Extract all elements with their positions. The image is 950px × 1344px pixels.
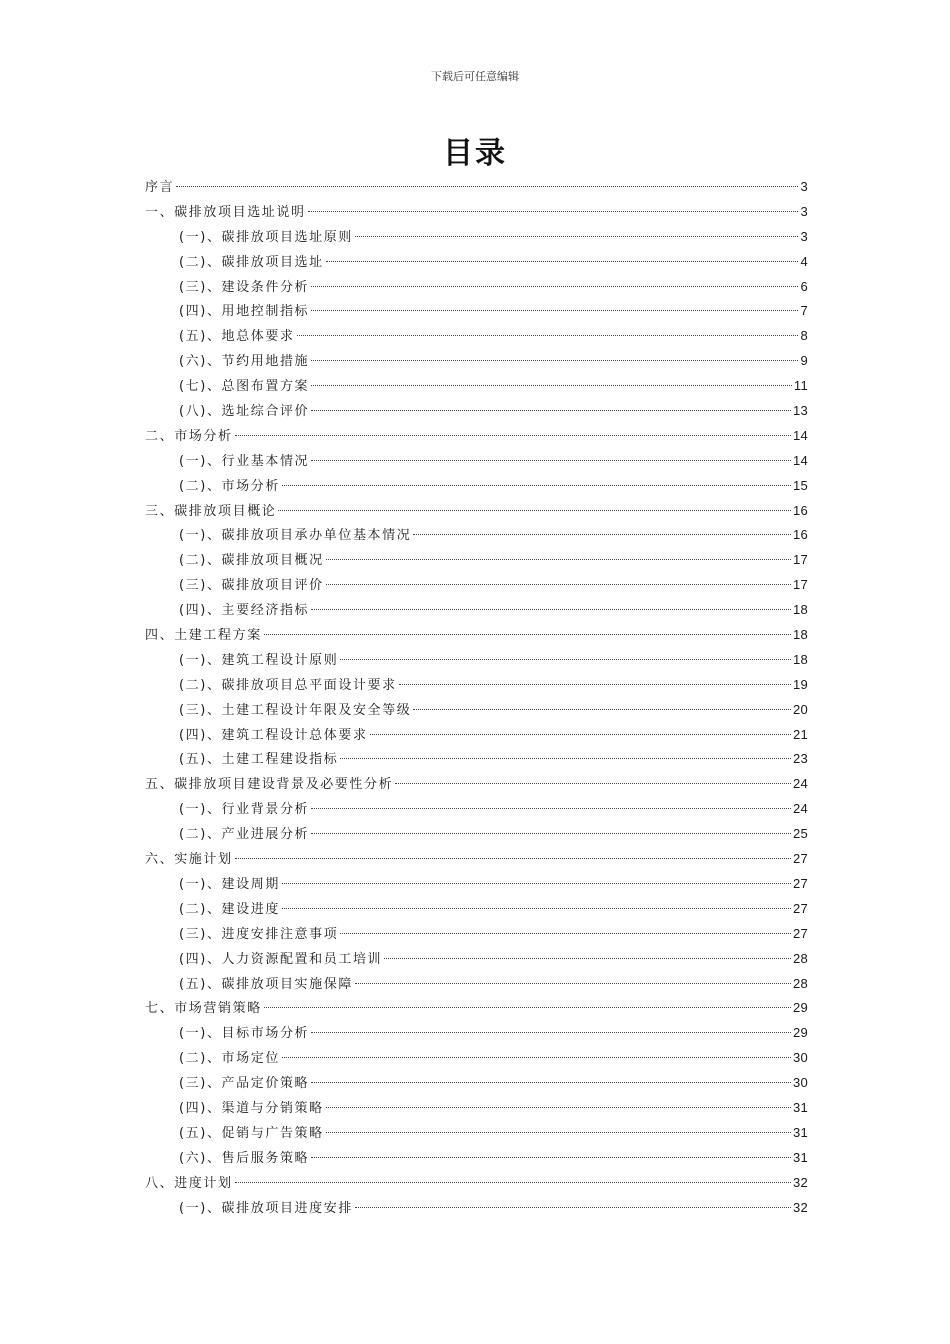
toc-dot-leader [282, 894, 791, 909]
toc-entry-label: (二)、建设进度 [179, 901, 280, 917]
toc-dot-leader [340, 919, 791, 934]
toc-entry-label: (三)、土建工程设计年限及安全等级 [179, 702, 412, 718]
toc-entry-label: (八)、选址综合评价 [179, 404, 310, 420]
toc-entry-label: (一)、碳排放项目进度安排 [179, 1200, 353, 1216]
toc-entry-label: (三)、产品定价策略 [179, 1076, 310, 1092]
toc-entry-label: 八、进度计划 [145, 1175, 233, 1191]
toc-entry-page: 21 [792, 726, 808, 742]
toc-entry-label: (二)、市场分析 [179, 478, 280, 494]
toc-entry-label: (二)、碳排放项目选址 [179, 254, 324, 270]
toc-dot-leader [326, 247, 799, 262]
toc-dot-leader [311, 819, 791, 834]
toc-dot-leader [395, 769, 791, 784]
toc-dot-leader [355, 1193, 791, 1208]
toc-entry-page: 4 [800, 253, 808, 269]
toc-entry-label: 序言 [145, 180, 175, 195]
toc-dot-leader [340, 744, 791, 759]
toc-entry-page: 30 [792, 1050, 808, 1066]
toc-entry-page: 32 [792, 1199, 808, 1215]
toc-entry-label: (六)、售后服务策略 [179, 1150, 310, 1166]
toc-entry-page: 7 [800, 303, 808, 319]
toc-entry-page: 27 [792, 900, 808, 916]
toc-dot-leader [282, 471, 791, 486]
toc-entry-page: 18 [792, 651, 808, 667]
toc-title: 目录 [443, 136, 507, 171]
toc-entry-label: (一)、行业基本情况 [179, 453, 310, 469]
toc-entry-page: 17 [792, 577, 808, 593]
toc-entry-page: 28 [792, 975, 808, 991]
toc-entry-page: 14 [792, 427, 808, 443]
toc-entry-label: (三)、建设条件分析 [179, 279, 310, 295]
toc-entry-page: 9 [800, 353, 808, 369]
toc-entry-label: (四)、人力资源配置和员工培训 [179, 951, 383, 967]
toc-dot-leader [311, 794, 791, 809]
toc-entry-label: (三)、进度安排注意事项 [179, 926, 339, 942]
toc-dot-leader [311, 595, 791, 610]
toc-entry-page: 28 [792, 950, 808, 966]
toc-dot-leader [311, 272, 798, 287]
toc-entry-page: 17 [792, 552, 808, 568]
toc-entry-page: 27 [792, 925, 808, 941]
toc-entry-label: (二)、碳排放项目概况 [179, 553, 324, 569]
toc-entry-page: 20 [792, 701, 808, 717]
toc-entry-page: 32 [792, 1174, 808, 1190]
toc-entry-label: 五、碳排放项目建设背景及必要性分析 [145, 777, 394, 793]
toc-entry-label: (四)、建筑工程设计总体要求 [179, 727, 368, 743]
toc-dot-leader [413, 520, 791, 535]
toc-entry-label: (一)、目标市场分析 [179, 1026, 310, 1042]
toc-entry-page: 29 [792, 1000, 808, 1016]
toc-entry-page: 13 [792, 403, 808, 419]
toc-dot-leader [311, 446, 791, 461]
table-of-contents [145, 175, 808, 1220]
toc-dot-leader [340, 645, 791, 660]
toc-entry-page: 27 [792, 851, 808, 867]
toc-dot-leader [297, 321, 799, 336]
toc-entry-page: 3 [800, 179, 808, 194]
toc-entry-label: 六、实施计划 [145, 852, 233, 868]
toc-dot-leader [264, 993, 791, 1008]
toc-dot-leader [399, 670, 791, 685]
toc-dot-leader [264, 620, 791, 635]
toc-entry-page: 19 [792, 676, 808, 692]
toc-entry-label: (二)、碳排放项目总平面设计要求 [179, 677, 397, 693]
toc-entry-page: 31 [792, 1124, 808, 1140]
toc-entry-label: 一、碳排放项目选址说明 [145, 204, 306, 220]
toc-entry-page: 31 [792, 1149, 808, 1165]
toc-entry-page: 27 [792, 875, 808, 891]
toc-entry-label: (六)、节约用地措施 [179, 354, 310, 370]
toc-dot-leader [311, 346, 798, 361]
toc-entry-label: (二)、市场定位 [179, 1051, 280, 1067]
toc-entry-page: 30 [792, 1075, 808, 1091]
toc-dot-leader [311, 1143, 791, 1158]
toc-entry-label: (二)、产业进展分析 [179, 827, 310, 843]
toc-dot-leader [355, 969, 791, 984]
toc-entry-page: 15 [792, 477, 808, 493]
toc-entry-page: 11 [793, 378, 808, 394]
toc-entry-page: 8 [800, 328, 808, 344]
toc-entry-label: (一)、行业背景分析 [179, 802, 310, 818]
toc-entry-label: (五)、地总体要求 [179, 329, 295, 345]
toc-entry-page: 31 [792, 1099, 808, 1115]
toc-entry-page: 16 [792, 502, 808, 518]
toc-entry-page: 18 [792, 627, 808, 643]
toc-dot-leader [235, 844, 791, 859]
header-note: 下载后可任意编辑 [431, 70, 519, 83]
toc-dot-leader [326, 545, 791, 560]
toc-dot-leader [326, 1118, 791, 1133]
toc-dot-leader [326, 1093, 791, 1108]
toc-dot-leader [308, 197, 799, 212]
toc-entry-page: 24 [792, 801, 808, 817]
toc-entry-page: 18 [792, 602, 808, 618]
toc-dot-leader [311, 396, 791, 411]
toc-entry[interactable] [145, 1196, 808, 1221]
toc-dot-leader [326, 570, 791, 585]
toc-dot-leader [311, 1018, 791, 1033]
toc-dot-leader [311, 1068, 791, 1083]
toc-entry-page: 6 [800, 278, 808, 294]
toc-dot-leader [235, 421, 791, 436]
toc-entry-label: (一)、建设周期 [179, 876, 280, 892]
toc-entry-page: 3 [800, 203, 808, 219]
toc-entry-page: 29 [792, 1025, 808, 1041]
toc-entry-label: (一)、碳排放项目选址原则 [179, 229, 353, 245]
toc-entry-label: 三、碳排放项目概论 [145, 503, 277, 519]
toc-entry-label: (四)、主要经济指标 [179, 603, 310, 619]
toc-entry-label: (五)、促销与广告策略 [179, 1125, 324, 1141]
toc-dot-leader [278, 496, 791, 511]
toc-entry-page: 16 [792, 527, 808, 543]
toc-dot-leader [384, 944, 791, 959]
toc-dot-leader [176, 172, 798, 187]
toc-dot-leader [413, 695, 791, 710]
toc-dot-leader [311, 371, 792, 386]
toc-entry-label: (一)、碳排放项目承办单位基本情况 [179, 528, 412, 544]
toc-entry-page: 25 [792, 826, 808, 842]
toc-entry-label: (五)、碳排放项目实施保障 [179, 976, 353, 992]
toc-entry-label: 四、土建工程方案 [145, 628, 262, 644]
toc-entry-label: (七)、总图布置方案 [179, 379, 310, 395]
toc-entry-page: 24 [792, 776, 808, 792]
toc-entry-label: 七、市场营销策略 [145, 1001, 262, 1017]
toc-entry-label: 二、市场分析 [145, 428, 233, 444]
toc-dot-leader [282, 1043, 791, 1058]
toc-dot-leader [355, 222, 799, 237]
toc-entry-page: 14 [792, 452, 808, 468]
toc-entry-label: (一)、建筑工程设计原则 [179, 652, 339, 668]
toc-entry-label: (四)、用地控制指标 [179, 304, 310, 320]
toc-dot-leader [311, 296, 798, 311]
toc-entry-page: 23 [792, 751, 808, 767]
toc-entry-label: (五)、土建工程建设指标 [179, 752, 339, 768]
toc-dot-leader [282, 869, 791, 884]
toc-dot-leader [370, 720, 791, 735]
toc-entry-page: 3 [800, 228, 808, 244]
toc-entry-label: (四)、渠道与分销策略 [179, 1100, 324, 1116]
toc-dot-leader [235, 1168, 791, 1183]
toc-entry-label: (三)、碳排放项目评价 [179, 578, 324, 594]
